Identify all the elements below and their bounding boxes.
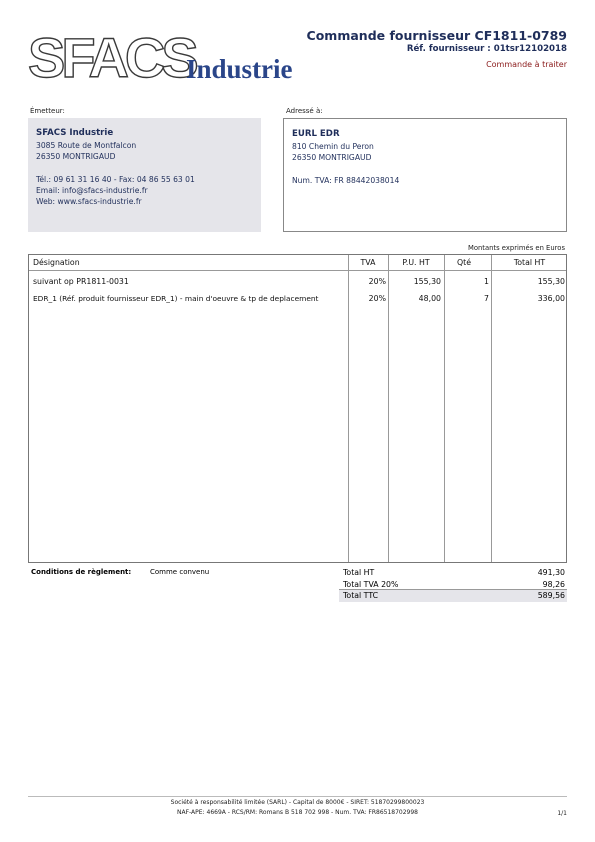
supplier-reference: Réf. fournisseur : 01tsr12102018 [406, 44, 567, 54]
sender-label: Émetteur: [30, 107, 65, 115]
total-tva-label: Total TVA 20% [343, 579, 399, 589]
payment-terms-value: Comme convenu [150, 568, 210, 576]
sender-email: Email: info@sfacs-industrie.fr [36, 185, 148, 195]
row-1-qty: 1 [484, 277, 489, 286]
header-qty: Qté [457, 258, 471, 267]
header-pu-ht: P.U. HT [402, 258, 430, 267]
row-1-total-ht: 155,30 [537, 277, 565, 286]
recipient-vat: Num. TVA: FR 88442038014 [292, 175, 400, 185]
logo-industrie-text: Industrie [186, 54, 293, 84]
row-2-pu-ht: 48,00 [418, 294, 441, 303]
header-total-ht: Total HT [513, 258, 546, 267]
total-ttc-row [339, 590, 567, 602]
row-2-total-ht: 336,00 [537, 294, 565, 303]
sender-phone: Tél.: 09 61 31 16 40 - Fax: 04 86 55 63 01 [36, 174, 195, 184]
sender-city: 26350 MONTRIGAUD [36, 152, 116, 162]
document-title: Commande fournisseur CF1811-0789 [306, 28, 567, 43]
header-designation: Désignation [33, 258, 80, 267]
total-ttc-value: 589,56 [537, 591, 565, 600]
total-tva-row [339, 579, 567, 591]
logo-sfacs-text: SFACS [28, 26, 195, 89]
footer-legal-line-2: NAF-APE: 4669A - RCS/RM: Romans B 518 702 998 - Num. TVA: FR86518702998 [176, 809, 418, 816]
recipient-label: Adressé à: [286, 107, 323, 115]
row-2-qty: 7 [484, 294, 489, 303]
sender-name: SFACS Industrie [36, 128, 114, 138]
total-tva-value: 98,26 [542, 579, 565, 589]
company-logo [28, 26, 318, 89]
totals-block [339, 567, 567, 602]
header-tva: TVA [360, 258, 376, 267]
row-1-pu-ht: 155,30 [413, 277, 441, 286]
recipient-block [283, 118, 567, 232]
table-header-divider [29, 270, 566, 271]
payment-terms-label: Conditions de règlement: [31, 568, 132, 576]
recipient-name: EURL EDR [292, 129, 340, 139]
sender-block [28, 118, 261, 232]
total-ttc-label: Total TTC [343, 591, 379, 600]
sender-street: 3085 Route de Montfalcon [36, 141, 137, 151]
order-lines-table [28, 254, 567, 563]
currency-note: Montants exprimés en Euros [467, 244, 565, 252]
recipient-city: 26350 MONTRIGAUD [292, 153, 372, 163]
row-1-tva: 20% [368, 277, 386, 286]
page-number: 1/1 [557, 810, 567, 817]
footer-legal-line-1: Société à responsabilité limitée (SARL) - Capital de 8000€ - SIRET: 51870299800023 [170, 799, 425, 806]
row-2-tva: 20% [368, 294, 386, 303]
recipient-street: 810 Chemin du Peron [292, 142, 374, 152]
footer-divider [28, 796, 567, 797]
total-ht-value: 491,30 [537, 568, 565, 577]
row-1-designation: suivant op PR1811-0031 [33, 277, 129, 286]
total-ht-row [339, 567, 567, 579]
order-status: Commande à traiter [486, 60, 567, 69]
total-ht-label: Total HT [343, 568, 375, 577]
row-2-designation: EDR_1 (Réf. produit fournisseur EDR_1) - main d'oeuvre & tp de deplacement [33, 294, 319, 303]
sender-web: Web: www.sfacs-industrie.fr [36, 197, 142, 207]
